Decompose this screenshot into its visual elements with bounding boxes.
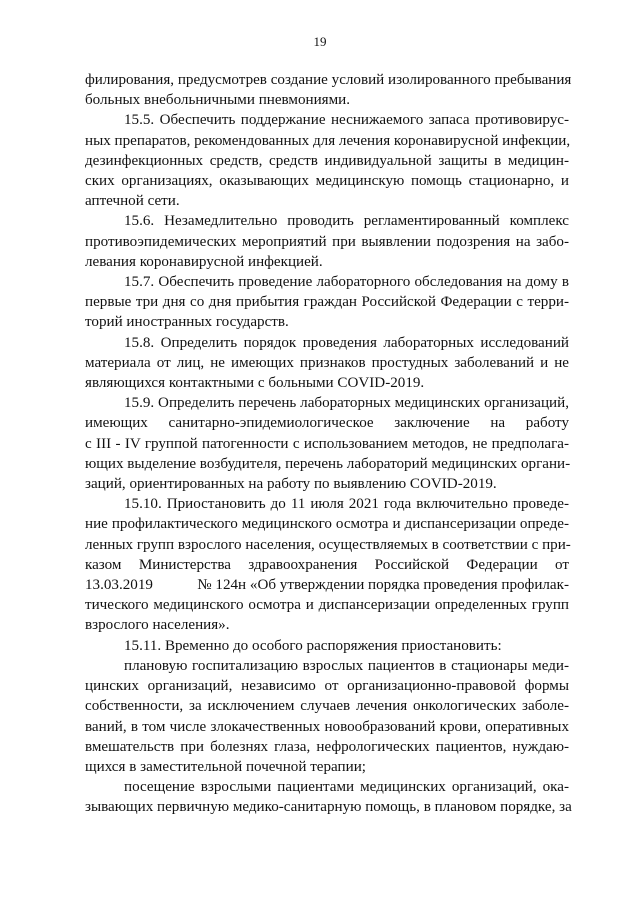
text-line: дезинфекционных средств, средств индивидуальной защиты в медицин-: [85, 152, 569, 169]
paragraph-15-8: 15.8. Определить порядок проведения лабораторных исследований: [124, 334, 569, 351]
text-line: ваний, в том числе злокачественных новообразований крови, оперативных: [85, 718, 569, 735]
text-line: зывающих первичную медико-санитарную помощь, в плановом порядке, за: [85, 799, 572, 816]
document-body: [85, 70, 572, 818]
text-line: цинских организаций, независимо от организационно-правовой формы: [85, 678, 569, 695]
text-line: тического медицинского осмотра и диспансеризации определенных групп: [85, 597, 569, 614]
text-line: заций, ориентированных на работу по выявлению COVID-2019.: [85, 476, 497, 493]
paragraph-15-6: 15.6. Незамедлительно проводить регламентированный комплекс: [124, 213, 569, 230]
paragraph-15-9: 15.9. Определить перечень лабораторных медицинских организаций,: [124, 395, 569, 412]
order-date: 13.03.2019: [85, 577, 153, 594]
text-line: ние профилактического медицинского осмотра и диспансеризации опреде-: [85, 516, 569, 533]
text-line: с III - IV группой патогенности с использованием методов, не предполага-: [85, 435, 569, 452]
text-line: имеющих санитарно-эпидемиологическое заключение на работу: [85, 415, 569, 432]
text-line: ленных групп взрослого населения, осуществляемых в соответствии с при-: [85, 536, 571, 553]
text-line: аптечной сети.: [85, 193, 180, 210]
paragraph-15-10: 15.10. Приостановить до 11 июля 2021 года включительно проведе-: [124, 496, 569, 513]
order-title-start: № 124н «Об утверждении порядка проведения профилак-: [197, 577, 569, 594]
text-line: ных препаратов, рекомендованных для лечения коронавирусной инфекции,: [85, 132, 571, 149]
page-number: 19: [313, 34, 327, 49]
text-line: больных внебольничными пневмониями.: [85, 92, 351, 109]
paragraph-15-5: 15.5. Обеспечить поддержание неснижаемого запаса противовирус-: [124, 112, 569, 129]
text-line: противоэпидемических мероприятий при выявлении подозрения на забо-: [85, 233, 569, 250]
text-line: являющихся контактными с больными COVID-2019.: [85, 375, 425, 392]
text-line: первые три дня со дня прибытия граждан Российской Федерации с терри-: [85, 294, 569, 311]
text-line: вмешательств при болезнях глаза, нефрологических пациентов, нуждаю-: [85, 738, 569, 755]
text-line: левания коронавирусной инфекцией.: [85, 253, 323, 270]
text-line: собственности, за исключением случаев лечения онкологических заболе-: [85, 698, 569, 715]
text-line: казом Министерства здравоохранения Российской Федерации от: [85, 556, 569, 573]
text-line-split: [85, 575, 569, 595]
text-line: ских организациях, оказывающих медицинскую помощь стационарно, и: [85, 173, 569, 190]
text-line: филирования, предусмотрев создание условий изолированного пребывания: [85, 72, 572, 88]
paragraph-15-7: 15.7. Обеспечить проведение лабораторного обследования на дому в: [124, 274, 569, 291]
sub-paragraph-visits: посещение взрослыми пациентами медицинских организаций, ока-: [124, 779, 569, 796]
text-line: ющих выделение возбудителя, перечень лабораторий медицинских органи-: [85, 455, 571, 472]
text-line: щихся в заместительной почечной терапии;: [85, 758, 366, 775]
text-line: материала от лиц, не имеющих признаков простудных заболеваний и не: [85, 354, 569, 371]
sub-paragraph-hospitalization: плановую госпитализацию взрослых пациентов в стационары меди-: [124, 657, 569, 674]
paragraph-15-11: 15.11. Временно до особого распоряжения приостановить:: [124, 637, 502, 654]
text-line: торий иностранных государств.: [85, 314, 289, 331]
text-line: взрослого населения».: [85, 617, 230, 634]
